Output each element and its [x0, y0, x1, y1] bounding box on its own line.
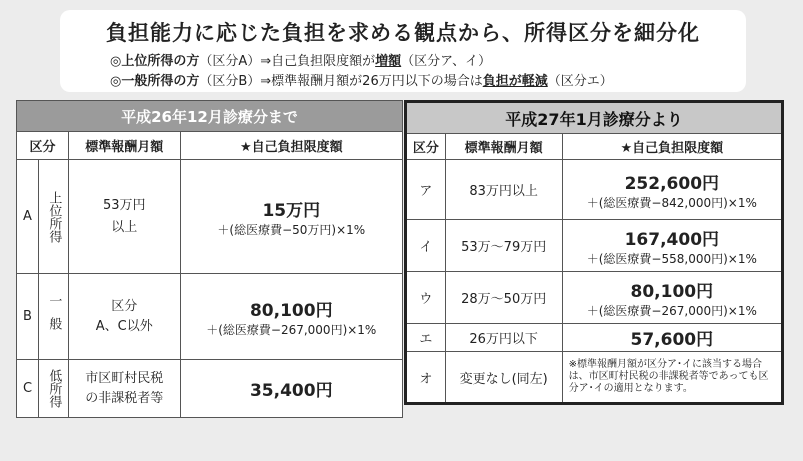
income-cell: 変更なし(同左): [445, 352, 562, 404]
table-row: [406, 352, 783, 404]
limit-formula: ＋(総医療費−267,000円)×1%: [586, 303, 757, 318]
category-code: B: [17, 274, 39, 360]
summary-text: （区分B）⇒標準報酬月額が26万円以下の場合は: [199, 74, 483, 89]
table-band-old: 平成26年12月診療分まで: [17, 101, 403, 132]
col-header-limit: ★自己負担限度額: [180, 132, 402, 160]
new-limits-table: [404, 100, 784, 405]
income-cell: 28万〜50万円: [445, 272, 562, 324]
bullet-mark: ◎: [110, 54, 122, 69]
limit-cell: [180, 160, 402, 274]
category-code: ア: [406, 160, 446, 220]
limit-cell: [180, 274, 402, 360]
reduction-emphasis: 負担が軽減: [482, 74, 548, 89]
col-header-category: 区分: [17, 132, 69, 160]
limit-cell: [562, 220, 782, 272]
upper-income-label: 上位所得の方: [121, 54, 200, 69]
table-row: [17, 160, 403, 274]
income-cell: 53万〜79万円: [445, 220, 562, 272]
col-header-category: 区分: [406, 134, 446, 160]
limit-formula: ＋(総医療費−558,000円)×1%: [586, 251, 757, 266]
table-row: [17, 274, 403, 360]
income-cell: 市区町村民税 の非課税者等: [68, 360, 180, 418]
old-limits-table: [16, 100, 403, 418]
table-row: [406, 324, 783, 352]
table-row: [406, 220, 783, 272]
table-row: [406, 272, 783, 324]
limit-amount: 15万円: [262, 200, 321, 221]
table-band-new: 平成27年1月診療分より: [406, 102, 783, 134]
col-header-income: 標準報酬月額: [68, 132, 180, 160]
income-cell: 53万円 以上: [68, 160, 180, 274]
summary-line-general: [110, 70, 613, 89]
category-code: C: [17, 360, 39, 418]
limit-formula: ＋(総医療費−842,000円)×1%: [586, 195, 757, 210]
category-code: エ: [406, 324, 446, 352]
income-cell: 83万円以上: [445, 160, 562, 220]
bullet-mark: ◎: [110, 74, 122, 89]
limit-amount: 167,400円: [624, 229, 720, 250]
limit-amount: 80,100円: [630, 281, 714, 302]
limit-amount: 80,100円: [249, 300, 333, 321]
summary-text-end: （区分ア、イ）: [401, 54, 492, 69]
summary-line-upper: [110, 50, 491, 69]
limit-amount: 57,600円: [562, 324, 782, 352]
limit-formula: ＋(総医療費−267,000円)×1%: [206, 322, 377, 337]
limit-cell: [562, 272, 782, 324]
footnote: ※標準報酬月額が区分ア･イに該当する場合は、市区町村民税の非課税者等であっても区分ア･イの適用となります。: [562, 352, 782, 404]
limit-cell: [562, 160, 782, 220]
income-cell: 区分 A、C以外: [68, 274, 180, 360]
category-label: 一般: [46, 293, 62, 340]
limit-amount: 35,400円: [180, 360, 402, 418]
summary-header: [60, 10, 746, 92]
category-code: オ: [406, 352, 446, 404]
col-header-income: 標準報酬月額: [445, 134, 562, 160]
category-code: イ: [406, 220, 446, 272]
table-row: [17, 360, 403, 418]
limit-formula: ＋(総医療費−50万円)×1%: [217, 222, 366, 237]
category-code: A: [17, 160, 39, 274]
summary-text-end: （区分エ）: [547, 74, 613, 89]
increase-emphasis: 増額: [375, 54, 402, 69]
table-row: [406, 160, 783, 220]
col-header-limit: ★自己負担限度額: [562, 134, 782, 160]
limit-amount: 252,600円: [624, 173, 720, 194]
summary-text: （区分A）⇒自己負担限度額が: [199, 54, 376, 69]
category-label: 低所得: [46, 369, 62, 408]
page-title: 負担能力に応じた負担を求める観点から、所得区分を細分化: [106, 21, 700, 45]
general-income-label: 一般所得の方: [121, 74, 200, 89]
category-label: 上位所得: [46, 190, 62, 243]
category-code: ウ: [406, 272, 446, 324]
income-cell: 26万円以下: [445, 324, 562, 352]
